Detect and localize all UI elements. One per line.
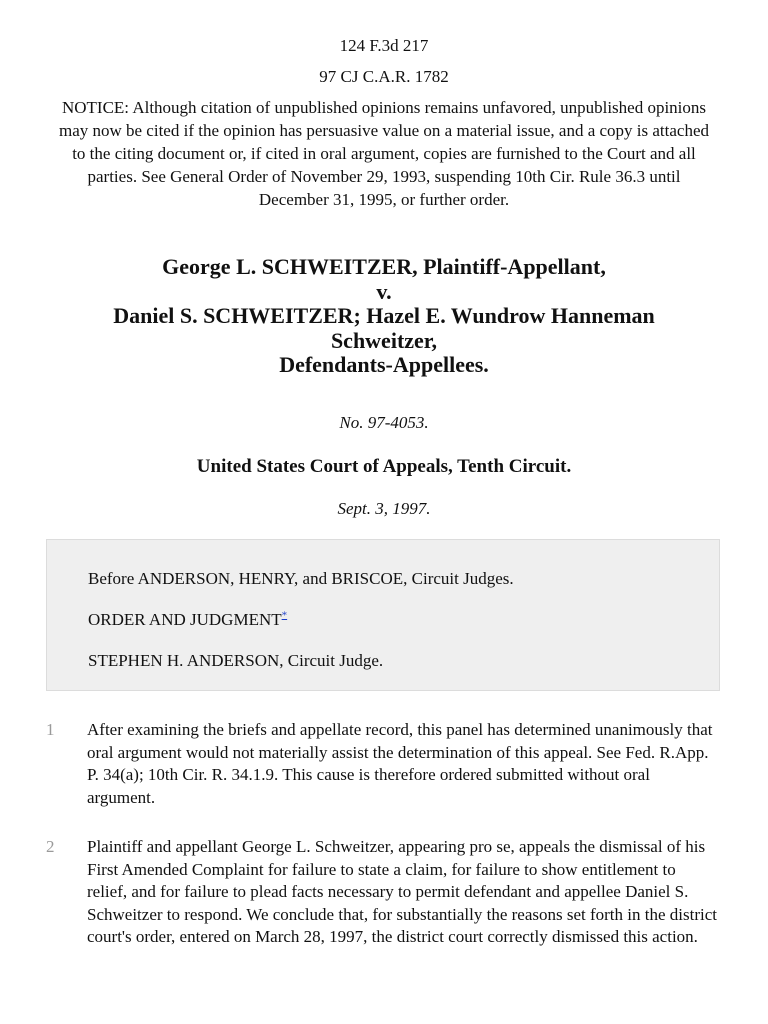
panel-judges: Before ANDERSON, HENRY, and BRISCOE, Circuit Judges. [88,569,514,588]
reporter-citation: 97 CJ C.A.R. 1782 [319,67,449,86]
judgment-panel [46,539,720,691]
opinion-author: STEPHEN H. ANDERSON, Circuit Judge. [88,651,384,670]
unpublished-notice: NOTICE: Although citation of unpublished opinions remains unfavored, unpublished opinions may now be cited if the opinion has persuasive value on a material issue, and a copy is attached to the citing document or, if cited in oral argument, copies are furnished to the Court and all parties. See General Order of November 29, 1993, suspending 10th Cir. Rule 36.3 until December 31, 1995, or further order. [58,98,710,209]
order-title-line [88,609,287,631]
court-name: United States Court of Appeals, Tenth Circuit. [196,456,572,477]
footnote-link[interactable]: * [281,609,288,622]
paragraph-number: 2 [46,837,55,856]
citation: 124 F.3d 217 [339,36,429,55]
case-caption [40,255,728,378]
decision-date: Sept. 3, 1997. [337,499,431,518]
paragraph-number: 1 [46,720,55,739]
order-title: ORDER AND JUDGMENT [88,610,282,629]
defendants-line: Daniel S. SCHWEITZER; Hazel E. Wundrow Hanneman [113,303,655,328]
paragraph-text: Plaintiff and appellant George L. Schweitzer, appearing pro se, appeals the dismissal of his First Amended Complaint for failure to state a claim, for failure to show entitlement to relief, and for failure to plead facts necessary to permit defendant and appellee Daniel S. Schweitzer to respond. We conclude that, for substantially the reasons set forth in the district court's order, entered on March 28, 1997, the district court correctly dismissed this action. [87,837,717,946]
versus-line: v. [376,278,392,304]
defendants-line-continued: Schweitzer, [330,327,438,353]
docket-number: No. 97-4053. [339,413,429,432]
plaintiff-line: George L. SCHWEITZER, Plaintiff-Appellant, [162,254,606,279]
paragraph-text: After examining the briefs and appellate record, this panel has determined unanimously that oral argument would not materially assist the determination of this appeal. See Fed. R.App. P. 34(a); 10th Cir. R. 34.1.9. This cause is therefore ordered submitted without oral argument. [87,720,713,807]
defendants-role: Defendants-Appellees. [279,352,489,377]
